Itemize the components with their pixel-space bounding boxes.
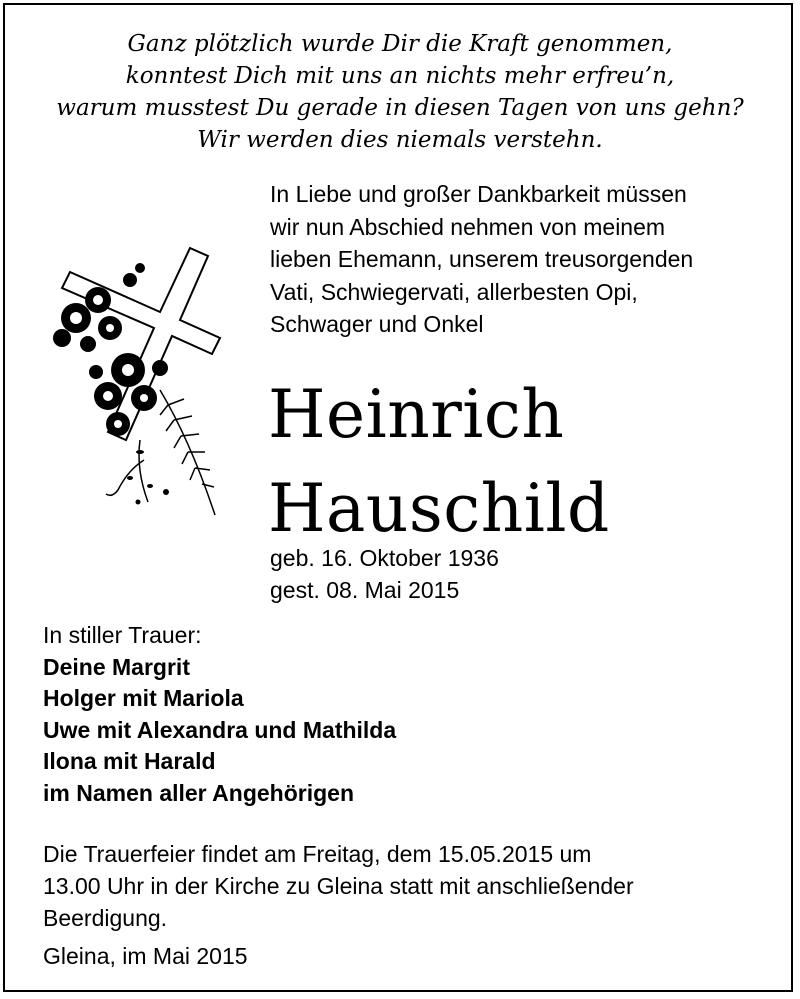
birth-date: geb. 16. Oktober 1936 xyxy=(270,545,499,571)
place-and-date: Gleina, im Mai 2015 xyxy=(43,943,248,969)
cross-with-roses-icon xyxy=(40,240,230,520)
poem-line: konntest Dich mit uns an nichts mehr erfreu’n, xyxy=(125,63,675,89)
mourner-name: im Namen aller Angehörigen xyxy=(43,779,354,806)
last-name: Hauschild xyxy=(268,470,610,547)
mourners-list xyxy=(43,620,396,809)
service-line: Die Trauerfeier findet am Freitag, dem 15.05.2015 um xyxy=(43,841,592,867)
first-name: Heinrich xyxy=(268,376,565,453)
intro-line: In Liebe und großer Dankbarkeit müssen xyxy=(270,181,687,207)
mourner-name: Uwe mit Alexandra und Mathilda xyxy=(43,716,397,743)
poem-line: Ganz plötzlich wurde Dir die Kraft genommen, xyxy=(127,31,673,57)
poem-line: warum musstest Du gerade in diesen Tagen von uns gehn? xyxy=(56,95,744,121)
poem-line: Wir werden dies niemals verstehn. xyxy=(197,127,603,153)
service-info xyxy=(43,838,743,934)
intro-text xyxy=(270,178,770,341)
intro-line: Vati, Schwiegervati, allerbesten Opi, xyxy=(270,278,638,305)
intro-line: wir nun Abschied nehmen von meinem xyxy=(270,213,666,240)
mourner-name: Deine Margrit xyxy=(43,653,190,680)
intro-line: Schwager und Onkel xyxy=(270,311,484,337)
service-line: 13.00 Uhr in der Kirche zu Gleina statt mit anschließender xyxy=(43,873,634,899)
death-date: gest. 08. Mai 2015 xyxy=(270,577,460,603)
life-dates xyxy=(270,542,499,606)
mourners-heading: In stiller Trauer: xyxy=(43,622,202,648)
mourner-name: Ilona mit Harald xyxy=(43,748,216,774)
service-line: Beerdigung. xyxy=(43,905,168,931)
poem xyxy=(0,28,800,156)
mourner-name: Holger mit Mariola xyxy=(43,685,244,711)
intro-line: lieben Ehemann, unserem treusorgenden xyxy=(270,246,694,272)
deceased-name xyxy=(268,368,610,556)
